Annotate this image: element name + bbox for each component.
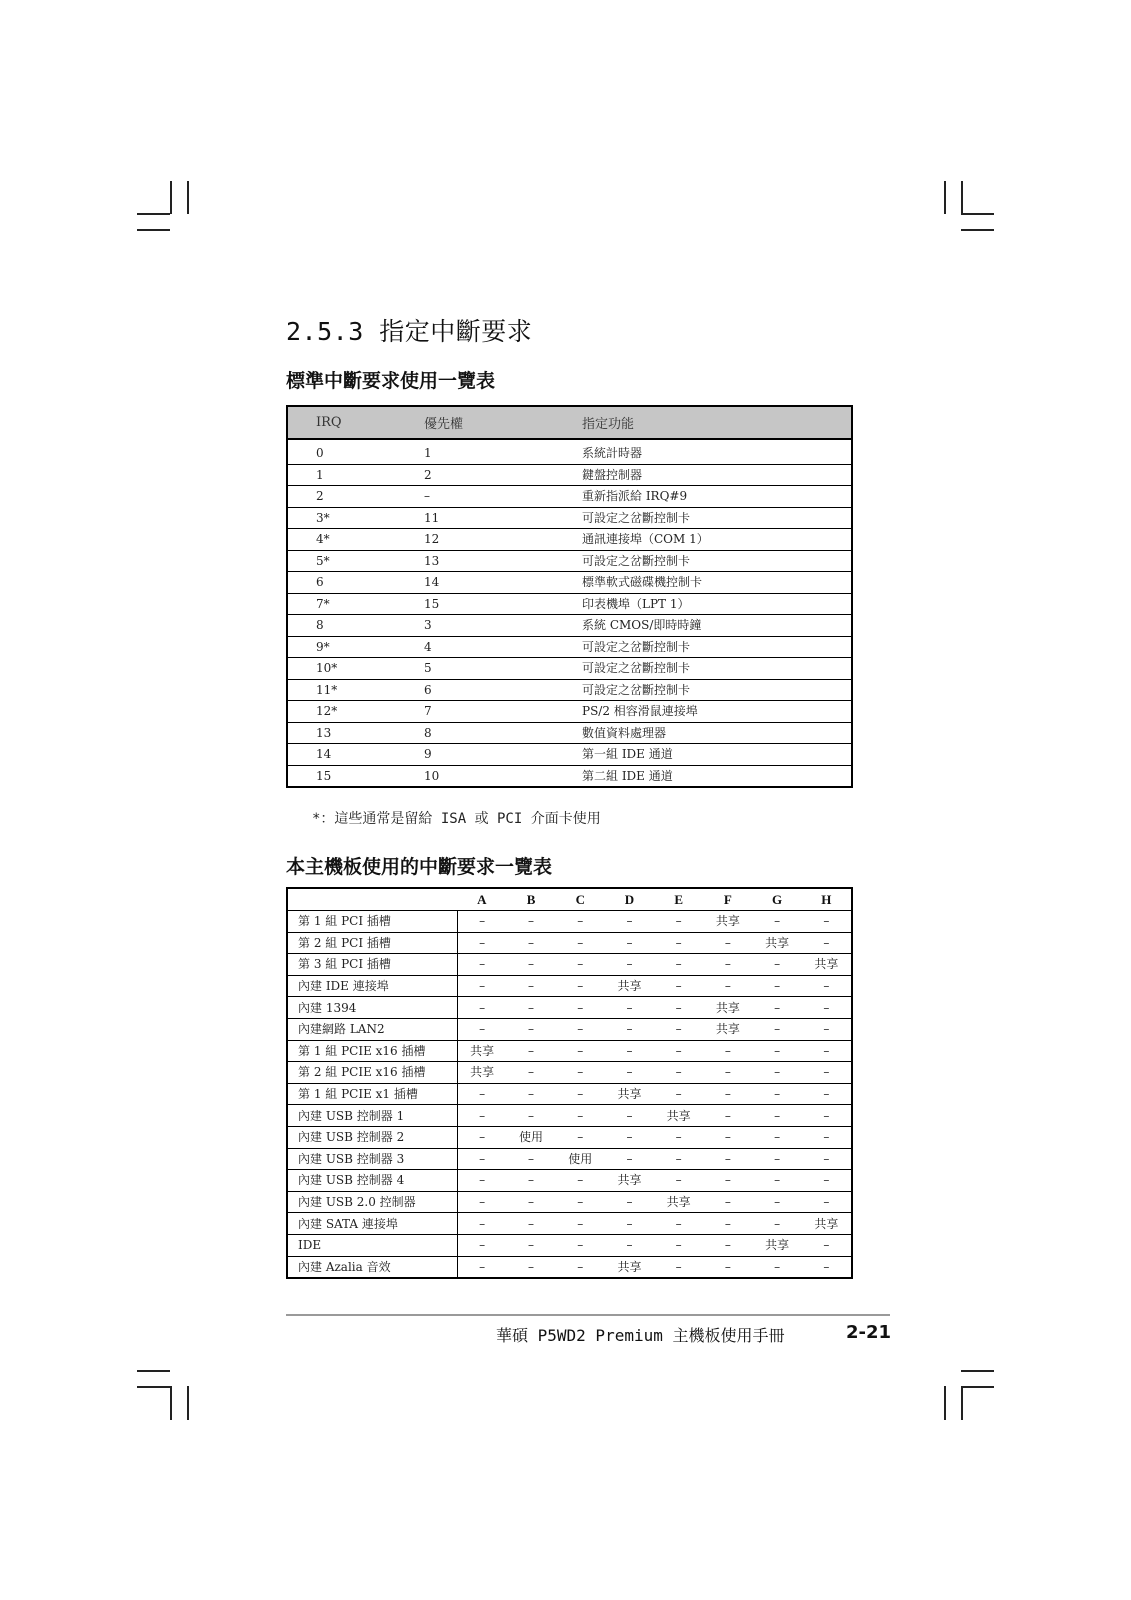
- irq-c-cell: –: [556, 1234, 605, 1256]
- header-a: A: [457, 888, 506, 911]
- device-cell: 第 1 組 PCI 插槽: [287, 911, 457, 933]
- irq-d-cell: –: [605, 1213, 654, 1235]
- irq-f-cell: –: [724, 1259, 731, 1274]
- irq-b-cell: –: [506, 1040, 555, 1062]
- table-row: [287, 1083, 852, 1105]
- irq-d-cell: –: [605, 1018, 654, 1040]
- irq-f-cell: –: [703, 1191, 752, 1213]
- device-cell: 內建 USB 控制器 2: [287, 1126, 457, 1148]
- table-row: [287, 722, 852, 744]
- device-cell: 內建 1394: [287, 997, 457, 1019]
- irq-c-cell: –: [556, 1040, 605, 1062]
- irq-d-cell: –: [605, 954, 654, 976]
- table-row: [287, 439, 852, 464]
- irq-b-cell: –: [506, 1234, 555, 1256]
- irq-d-cell: –: [605, 1191, 654, 1213]
- irq-b-cell: 使用: [506, 1126, 555, 1148]
- irq-a-cell: 共享: [457, 1062, 506, 1084]
- irq-g-cell: –: [752, 1040, 801, 1062]
- irq-b-cell: –: [506, 1213, 555, 1235]
- irq-cell: 9*: [287, 636, 424, 658]
- table-row: [287, 1040, 852, 1062]
- irq-e-cell: –: [654, 1148, 703, 1170]
- table-row: [287, 1105, 852, 1127]
- irq-a-cell: –: [457, 1105, 506, 1127]
- irq-g-cell: –: [752, 911, 801, 933]
- priority-cell: 2: [424, 464, 582, 486]
- priority-cell: 3: [424, 615, 582, 637]
- irq-h-cell: –: [802, 1170, 852, 1192]
- standard-irq-table: [286, 405, 853, 788]
- irq-g-cell: –: [752, 1148, 801, 1170]
- function-cell: 可設定之岔斷控制卡: [582, 507, 852, 529]
- device-cell: IDE: [287, 1234, 457, 1256]
- irq-d-cell: 共享: [605, 975, 654, 997]
- priority-cell: 1: [424, 439, 582, 464]
- footer-divider: [286, 1314, 890, 1316]
- table-row: [287, 1170, 852, 1192]
- board-irq-table-title: 本主機板使用的中斷要求一覽表: [286, 856, 553, 878]
- irq-b-cell: –: [506, 911, 555, 933]
- irq-h-cell: –: [802, 1105, 852, 1127]
- irq-e-cell: –: [654, 1213, 703, 1235]
- device-cell: 第 1 組 PCIE x1 插槽: [287, 1083, 457, 1105]
- irq-e-cell: –: [654, 1234, 703, 1256]
- function-cell: 鍵盤控制器: [582, 464, 852, 486]
- priority-cell: 10: [424, 768, 440, 783]
- irq-a-cell: 共享: [457, 1040, 506, 1062]
- irq-cell: 0: [287, 439, 424, 464]
- irq-cell: 5*: [287, 550, 424, 572]
- irq-e-cell: 共享: [654, 1191, 703, 1213]
- irq-a-cell: –: [457, 954, 506, 976]
- table-row: [287, 701, 852, 723]
- irq-c-cell: –: [556, 954, 605, 976]
- irq-h-cell: –: [802, 1148, 852, 1170]
- header-g: G: [752, 888, 801, 911]
- irq-cell: 3*: [287, 507, 424, 529]
- irq-c-cell: –: [556, 1105, 605, 1127]
- irq-b-cell: –: [506, 1062, 555, 1084]
- irq-cell: 11*: [287, 679, 424, 701]
- irq-f-cell: –: [703, 1083, 752, 1105]
- table-row: [287, 572, 852, 594]
- table-row: [287, 1213, 852, 1235]
- irq-c-cell: 使用: [556, 1148, 605, 1170]
- irq-h-cell: –: [802, 1018, 852, 1040]
- table-row: [287, 954, 852, 976]
- header-b: B: [506, 888, 555, 911]
- irq-d-cell: 共享: [605, 1170, 654, 1192]
- priority-cell: –: [424, 486, 582, 508]
- irq-f-cell: –: [703, 1234, 752, 1256]
- table-row: [287, 911, 852, 933]
- irq-b-cell: –: [506, 997, 555, 1019]
- board-irq-table: [286, 887, 853, 1279]
- irq-c-cell: –: [556, 1191, 605, 1213]
- irq-h-cell: –: [823, 1259, 830, 1274]
- irq-f-cell: –: [703, 1148, 752, 1170]
- table-row: [287, 529, 852, 551]
- table-row: [287, 464, 852, 486]
- priority-cell: 6: [424, 679, 582, 701]
- header-function: 指定功能: [582, 406, 852, 439]
- table-row: [287, 550, 852, 572]
- irq-a-cell: –: [457, 1213, 506, 1235]
- device-cell: 內建 Azalia 音效: [287, 1256, 457, 1278]
- irq-cell: 15: [316, 768, 332, 783]
- table-row: [287, 975, 852, 997]
- irq-b-cell: –: [506, 1191, 555, 1213]
- device-cell: 內建 USB 控制器 3: [287, 1148, 457, 1170]
- irq-h-cell: –: [802, 975, 852, 997]
- irq-d-cell: –: [605, 1126, 654, 1148]
- device-cell: 內建網路 LAN2: [287, 1018, 457, 1040]
- irq-g-cell: 共享: [752, 1234, 801, 1256]
- table-row: [287, 486, 852, 508]
- irq-cell: 4*: [287, 529, 424, 551]
- irq-c-cell: –: [556, 932, 605, 954]
- irq-d-cell: –: [605, 1234, 654, 1256]
- irq-f-cell: 共享: [703, 997, 752, 1019]
- table-row: [287, 1148, 852, 1170]
- irq-g-cell: –: [752, 1170, 801, 1192]
- irq-h-cell: –: [802, 1126, 852, 1148]
- irq-g-cell: –: [752, 1191, 801, 1213]
- device-cell: 內建 SATA 連接埠: [287, 1213, 457, 1235]
- irq-g-cell: –: [752, 1018, 801, 1040]
- table-row: [287, 1234, 852, 1256]
- table-row: [287, 765, 852, 787]
- function-cell: 系統計時器: [582, 439, 852, 464]
- irq-d-cell: –: [605, 1062, 654, 1084]
- irq-f-cell: –: [703, 954, 752, 976]
- header-priority: 優先權: [424, 406, 582, 439]
- irq-d-cell: –: [605, 1148, 654, 1170]
- irq-c-cell: –: [556, 997, 605, 1019]
- priority-cell: 11: [424, 507, 582, 529]
- irq-e-cell: 共享: [654, 1105, 703, 1127]
- irq-h-cell: 共享: [802, 954, 852, 976]
- irq-d-cell: –: [605, 911, 654, 933]
- irq-c-cell: –: [556, 1126, 605, 1148]
- irq-table-title: 標準中斷要求使用一覽表: [286, 370, 496, 392]
- irq-cell: 2: [287, 486, 424, 508]
- function-cell: 系統 CMOS/即時時鐘: [582, 615, 852, 637]
- irq-e-cell: –: [654, 975, 703, 997]
- irq-h-cell: –: [802, 1062, 852, 1084]
- irq-d-cell: –: [605, 1040, 654, 1062]
- irq-d-cell: –: [605, 1105, 654, 1127]
- irq-g-cell: –: [752, 1083, 801, 1105]
- irq-f-cell: –: [703, 1105, 752, 1127]
- table-row: [287, 1062, 852, 1084]
- header-device: [287, 888, 457, 911]
- irq-b-cell: –: [506, 932, 555, 954]
- irq-e-cell: –: [675, 1259, 682, 1274]
- irq-d-cell: –: [605, 932, 654, 954]
- irq-f-cell: –: [703, 1126, 752, 1148]
- irq-footnote: *：這些通常是留給 ISA 或 PCI 介面卡使用: [312, 811, 601, 827]
- irq-b-cell: –: [506, 1018, 555, 1040]
- irq-h-cell: –: [802, 1040, 852, 1062]
- priority-cell: 7: [424, 701, 582, 723]
- table-row: [287, 1126, 852, 1148]
- irq-h-cell: –: [802, 932, 852, 954]
- function-cell: 重新指派給 IRQ#9: [582, 486, 852, 508]
- irq-e-cell: –: [654, 1126, 703, 1148]
- irq-b-cell: –: [506, 975, 555, 997]
- irq-g-cell: –: [752, 1105, 801, 1127]
- irq-g-cell: –: [774, 1259, 781, 1274]
- irq-f-cell: –: [703, 975, 752, 997]
- irq-c-cell: –: [577, 1259, 584, 1274]
- irq-a-cell: –: [457, 1234, 506, 1256]
- irq-cell: 10*: [287, 658, 424, 680]
- function-cell: 可設定之岔斷控制卡: [582, 658, 852, 680]
- function-cell: 可設定之岔斷控制卡: [582, 679, 852, 701]
- device-cell: 第 2 組 PCI 插槽: [287, 932, 457, 954]
- priority-cell: 15: [424, 593, 582, 615]
- irq-b-cell: –: [506, 1105, 555, 1127]
- irq-e-cell: –: [654, 1062, 703, 1084]
- irq-c-cell: –: [556, 1213, 605, 1235]
- function-cell: 可設定之岔斷控制卡: [582, 550, 852, 572]
- function-cell: 數值資料處理器: [582, 722, 852, 744]
- function-cell: 第一組 IDE 通道: [582, 744, 852, 766]
- irq-b-cell: –: [506, 1148, 555, 1170]
- irq-g-cell: –: [752, 1213, 801, 1235]
- irq-a-cell: –: [457, 975, 506, 997]
- table-row: [287, 679, 852, 701]
- irq-h-cell: –: [802, 997, 852, 1019]
- irq-f-cell: 共享: [703, 911, 752, 933]
- irq-a-cell: –: [457, 932, 506, 954]
- section-title: 2.5.3 指定中斷要求: [286, 317, 533, 346]
- table-row: [287, 1191, 852, 1213]
- function-cell: 第二組 IDE 通道: [582, 768, 673, 783]
- irq-cell: 13: [287, 722, 424, 744]
- irq-f-cell: –: [703, 932, 752, 954]
- irq-f-cell: –: [703, 1213, 752, 1235]
- table-row: [287, 1018, 852, 1040]
- irq-b-cell: –: [528, 1259, 535, 1274]
- header-c: C: [556, 888, 605, 911]
- irq-f-cell: –: [703, 1062, 752, 1084]
- irq-d-cell: –: [605, 997, 654, 1019]
- header-irq: IRQ: [287, 406, 424, 439]
- header-e: E: [654, 888, 703, 911]
- irq-e-cell: –: [654, 911, 703, 933]
- irq-cell: 14: [287, 744, 424, 766]
- irq-cell: 12*: [287, 701, 424, 723]
- irq-f-cell: 共享: [703, 1018, 752, 1040]
- footer-manual-title: 華碩 P5WD2 Premium 主機板使用手冊: [496, 1326, 785, 1345]
- irq-e-cell: –: [654, 1170, 703, 1192]
- board-table-header-row: [287, 888, 852, 911]
- irq-cell: 8: [287, 615, 424, 637]
- irq-a-cell: –: [457, 1148, 506, 1170]
- function-cell: 印表機埠（LPT 1）: [582, 593, 852, 615]
- irq-f-cell: –: [703, 1040, 752, 1062]
- irq-g-cell: –: [752, 975, 801, 997]
- table-row: [287, 997, 852, 1019]
- function-cell: PS/2 相容滑鼠連接埠: [582, 701, 852, 723]
- irq-h-cell: –: [802, 911, 852, 933]
- device-cell: 內建 IDE 連接埠: [287, 975, 457, 997]
- irq-c-cell: –: [556, 1083, 605, 1105]
- irq-a-cell: –: [457, 1018, 506, 1040]
- priority-cell: 4: [424, 636, 582, 658]
- irq-cell: 7*: [287, 593, 424, 615]
- irq-c-cell: –: [556, 911, 605, 933]
- device-cell: 第 1 組 PCIE x16 插槽: [287, 1040, 457, 1062]
- priority-cell: 14: [424, 572, 582, 594]
- header-h: H: [802, 888, 852, 911]
- irq-c-cell: –: [556, 975, 605, 997]
- irq-c-cell: –: [556, 1170, 605, 1192]
- irq-g-cell: –: [752, 997, 801, 1019]
- irq-e-cell: –: [654, 1040, 703, 1062]
- irq-table-header-row: [287, 406, 852, 439]
- irq-c-cell: –: [556, 1018, 605, 1040]
- table-row: [287, 658, 852, 680]
- irq-h-cell: 共享: [802, 1213, 852, 1235]
- irq-e-cell: –: [654, 997, 703, 1019]
- header-d: D: [605, 888, 654, 911]
- device-cell: 第 3 組 PCI 插槽: [287, 954, 457, 976]
- irq-a-cell: –: [479, 1259, 486, 1274]
- table-row: [287, 615, 852, 637]
- irq-a-cell: –: [457, 1126, 506, 1148]
- irq-h-cell: –: [802, 1191, 852, 1213]
- irq-e-cell: –: [654, 1083, 703, 1105]
- irq-h-cell: –: [802, 1234, 852, 1256]
- irq-g-cell: –: [752, 1126, 801, 1148]
- table-row: [287, 932, 852, 954]
- table-row: [287, 744, 852, 766]
- irq-c-cell: –: [556, 1062, 605, 1084]
- device-cell: 第 2 組 PCIE x16 插槽: [287, 1062, 457, 1084]
- device-cell: 內建 USB 控制器 1: [287, 1105, 457, 1127]
- irq-cell: 1: [287, 464, 424, 486]
- irq-a-cell: –: [457, 911, 506, 933]
- table-row: [287, 1256, 852, 1278]
- function-cell: 可設定之岔斷控制卡: [582, 636, 852, 658]
- priority-cell: 12: [424, 529, 582, 551]
- irq-e-cell: –: [654, 932, 703, 954]
- irq-cell: 6: [287, 572, 424, 594]
- irq-a-cell: –: [457, 1191, 506, 1213]
- table-row: [287, 636, 852, 658]
- header-f: F: [703, 888, 752, 911]
- page-number: 2-21: [846, 1322, 892, 1343]
- irq-d-cell: 共享: [617, 1259, 642, 1274]
- irq-a-cell: –: [457, 997, 506, 1019]
- table-row: [287, 507, 852, 529]
- table-row: [287, 593, 852, 615]
- irq-d-cell: 共享: [605, 1083, 654, 1105]
- irq-a-cell: –: [457, 1170, 506, 1192]
- device-cell: 內建 USB 2.0 控制器: [287, 1191, 457, 1213]
- irq-b-cell: –: [506, 1083, 555, 1105]
- irq-g-cell: –: [752, 954, 801, 976]
- priority-cell: 13: [424, 550, 582, 572]
- priority-cell: 5: [424, 658, 582, 680]
- irq-h-cell: –: [802, 1083, 852, 1105]
- irq-b-cell: –: [506, 1170, 555, 1192]
- irq-a-cell: –: [457, 1083, 506, 1105]
- irq-e-cell: –: [654, 1018, 703, 1040]
- priority-cell: 8: [424, 722, 582, 744]
- irq-b-cell: –: [506, 954, 555, 976]
- irq-g-cell: 共享: [752, 932, 801, 954]
- function-cell: 通訊連接埠（COM 1）: [582, 529, 852, 551]
- irq-e-cell: –: [654, 954, 703, 976]
- device-cell: 內建 USB 控制器 4: [287, 1170, 457, 1192]
- irq-g-cell: –: [752, 1062, 801, 1084]
- priority-cell: 9: [424, 744, 582, 766]
- irq-f-cell: –: [703, 1170, 752, 1192]
- function-cell: 標準軟式磁碟機控制卡: [582, 572, 852, 594]
